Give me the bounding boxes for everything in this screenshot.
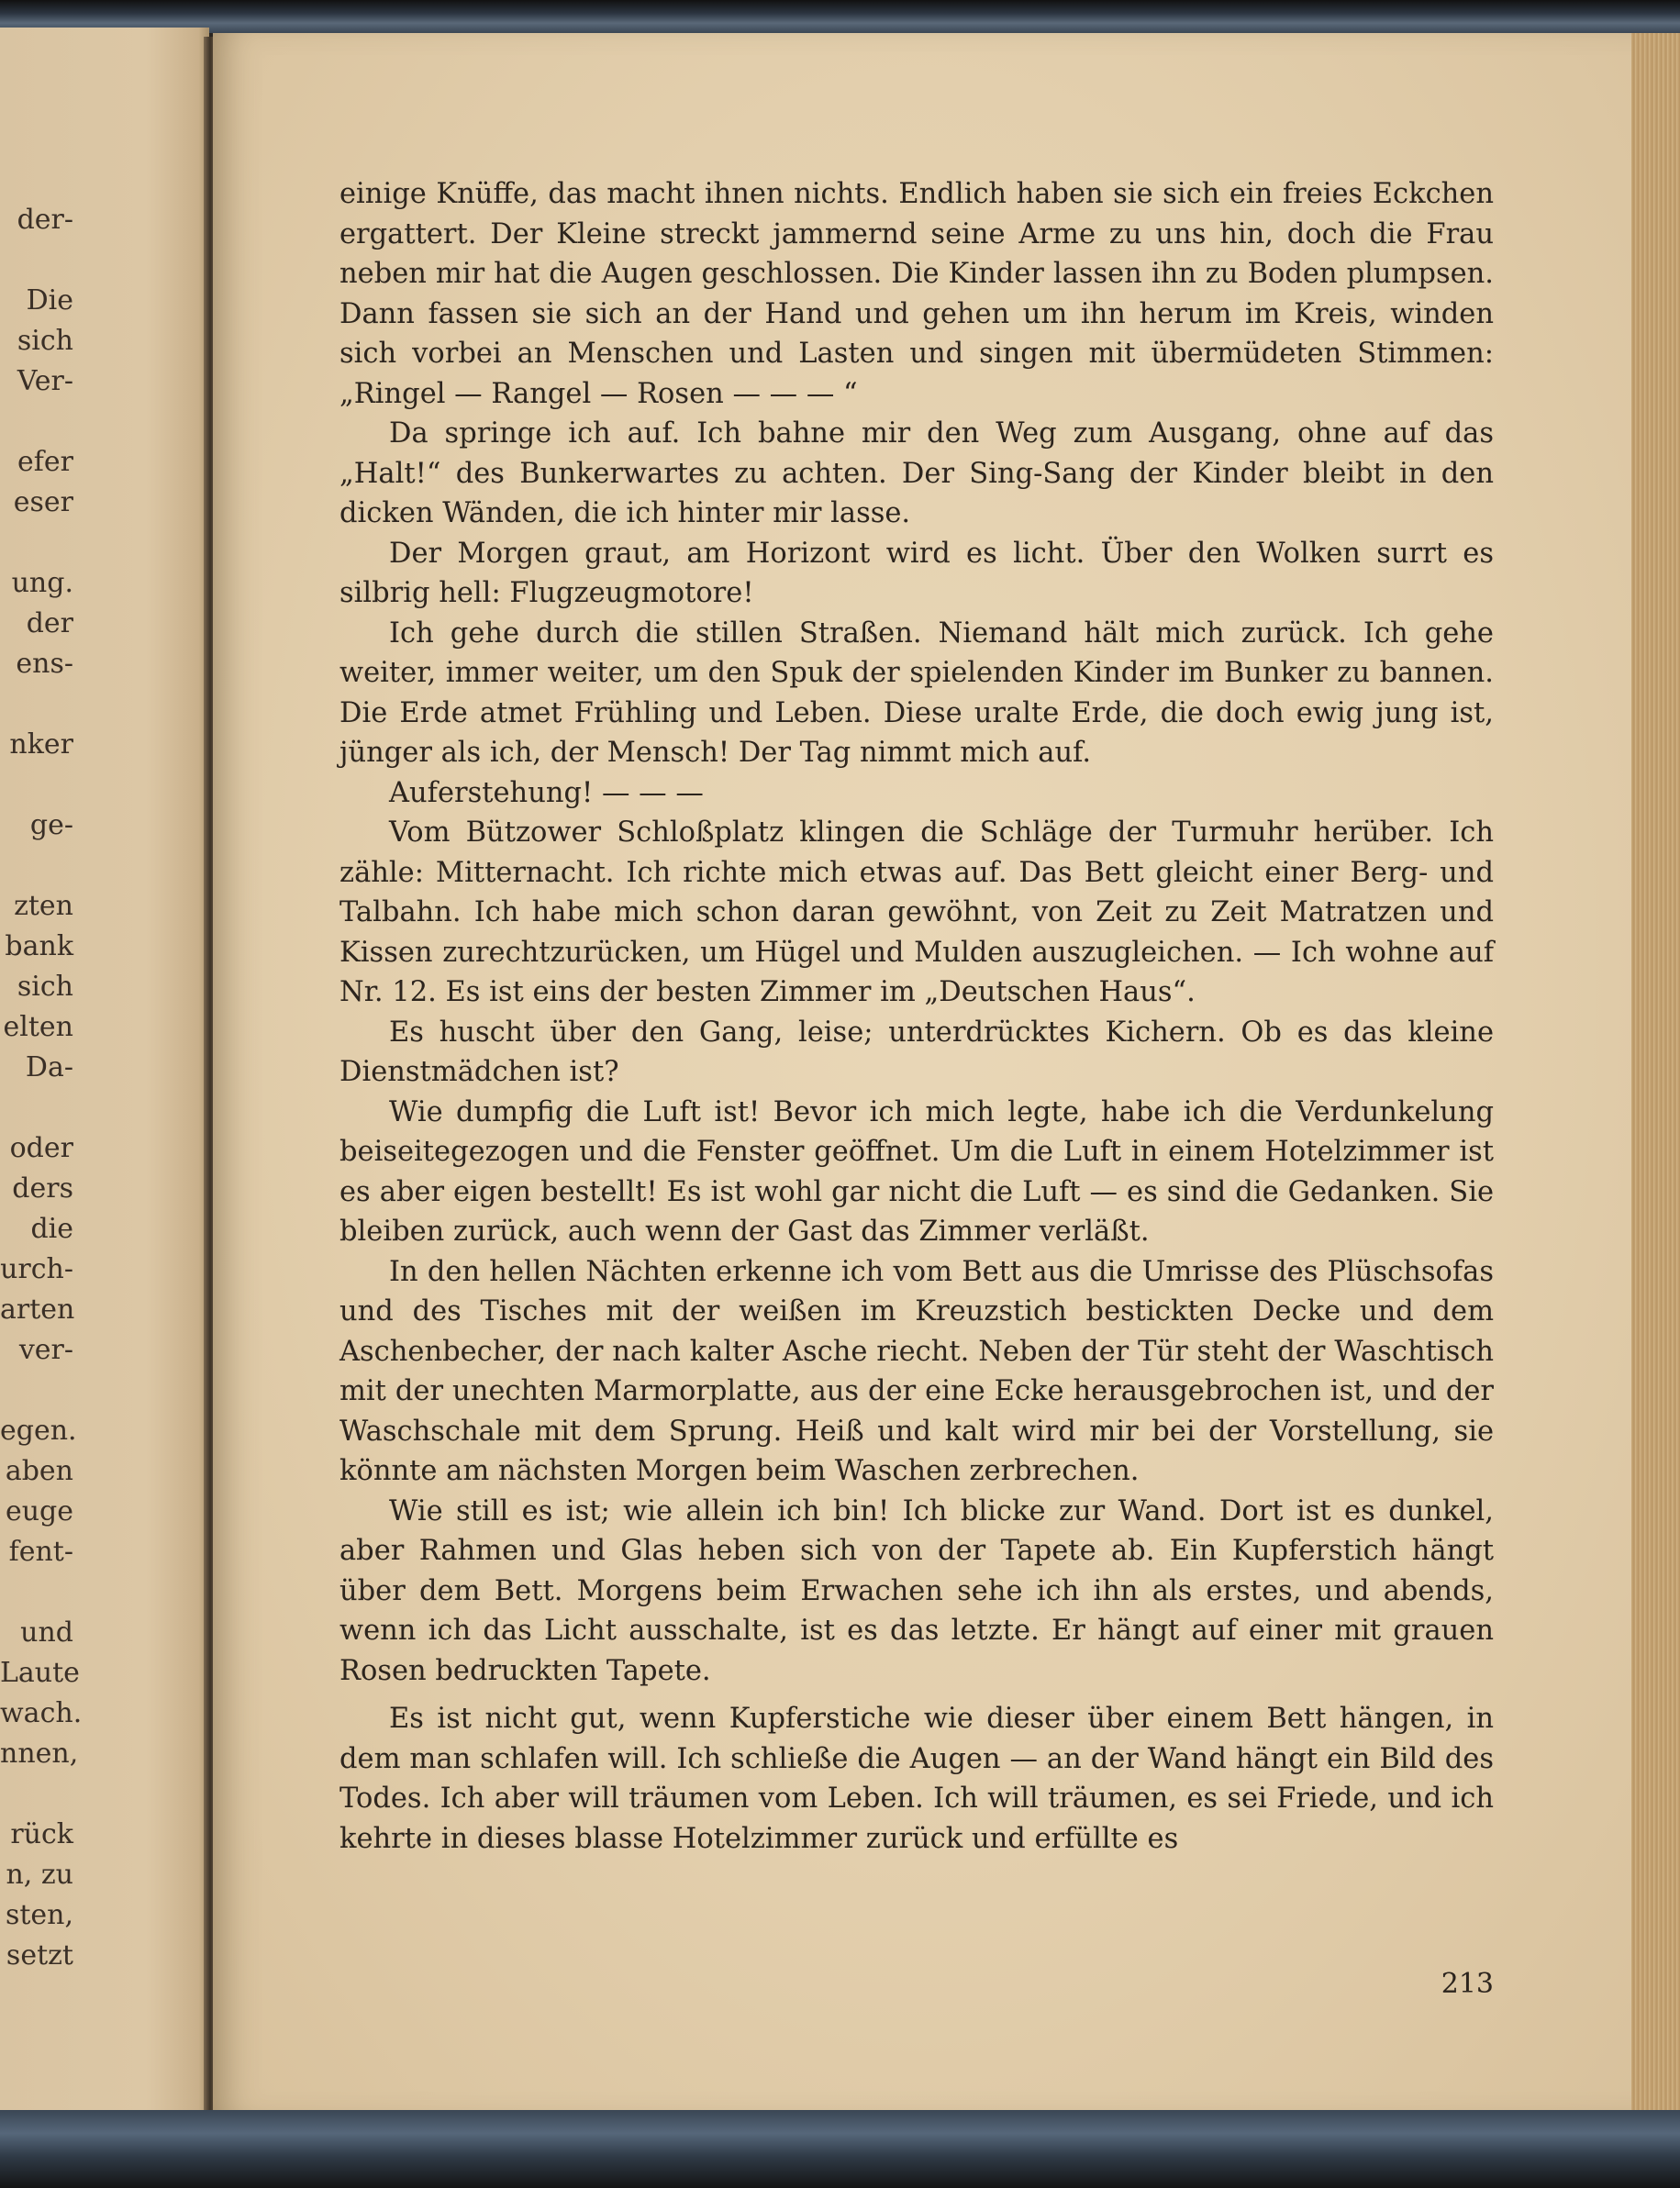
left-page <box>0 28 209 2119</box>
left-page-blank-line <box>0 765 73 805</box>
paragraph: In den hellen Nächten erkenne ich vom Bett aus die Umrisse des Plüschsofas und des Tisches mit der weißen im Kreuzstich bestickten Decke und dem Aschenbecher, der nach kalter Asche riecht. Neben der Tür steht der Waschtisch mit der unechten Marmorplatte, aus der eine Ecke herausgebrochen ist, und der Waschschale mit dem Sprung. Heiß und kalt wird mir bei der Vorstellung, sie könnte am nächsten Morgen beim Waschen zerbrechen. <box>339 1255 1494 1487</box>
left-page-line-fragment: ge- <box>29 809 73 841</box>
left-page-line-fragment: Laute <box>0 1657 80 1689</box>
left-page-blank-line <box>0 523 73 563</box>
left-page-blank-line <box>0 1371 73 1411</box>
left-page-text-column <box>0 200 83 1976</box>
left-page-line-fragment: n, zu <box>6 1859 73 1891</box>
left-page-line-fragment: ung. <box>11 567 73 599</box>
page-number: 213 <box>1441 1968 1494 2000</box>
left-page-line-fragment: sich <box>17 325 73 357</box>
left-page-line-fragment: urch- <box>0 1253 73 1285</box>
left-page-line-fragment: ders <box>12 1172 73 1205</box>
left-page-line-fragment: und <box>20 1616 73 1649</box>
paragraph: Wie dumpfig die Luft ist! Bevor ich mich legte, habe ich die Verdunkelung beiseitegezogen und die Fenster geöffnet. Um die Luft in einem Hotelzimmer ist es aber eigen bestellt! Es ist wohl gar nicht die Luft — es sind die Gedanken. Sie bleiben zurück, auch wenn der Gast das Zimmer verläßt. <box>339 1095 1494 1248</box>
left-page-line-fragment: setzt <box>6 1939 73 1971</box>
left-page-line-fragment: elten <box>3 1011 73 1043</box>
book-top-edge <box>0 0 1680 33</box>
left-page-line-fragment: euge <box>5 1495 73 1527</box>
left-page-line-fragment: Die <box>26 284 73 317</box>
paragraph: Da springe ich auf. Ich bahne mir den Weg zum Ausgang, ohne auf das „Halt!“ des Bunkerwartes zu achten. Der Sing-Sang der Kinder bleibt in den dicken Wänden, die ich hinter mir lasse. <box>339 417 1494 529</box>
left-page-line-fragment: eser <box>13 486 73 518</box>
left-page-line-fragment: ens- <box>16 648 73 680</box>
left-page-line-fragment: der- <box>17 204 73 236</box>
left-page-blank-line <box>0 1088 73 1128</box>
body-text <box>339 174 1494 1859</box>
left-page-line-fragment: die <box>30 1213 73 1245</box>
paragraph: Es huscht über den Gang, leise; unterdrücktes Kichern. Ob es das kleine Dienstmädchen ist? <box>339 1016 1494 1088</box>
paragraph: Der Morgen graut, am Horizont wird es licht. Über den Wolken surrt es silbrig hell: Flugzeugmotore! <box>339 537 1494 609</box>
left-page-line-fragment: rück <box>10 1818 73 1850</box>
paragraph: Vom Bützower Schloßplatz klingen die Schläge der Turmuhr herüber. Ich zähle: Mitternacht. Ich richte mich etwas auf. Das Bett gleicht einer Berg- und Talbahn. Ich habe mich schon daran gewöhnt, von Zeit zu Zeit Matratzen und Kissen zurechtzurücken, um Hügel und Mulden auszugleichen. — Ich wohne auf Nr. 12. Es ist eins der besten Zimmer im „Deutschen Haus“. <box>339 816 1494 1008</box>
left-page-line-fragment: aben <box>5 1455 73 1487</box>
left-page-blank-line <box>0 402 73 442</box>
left-page-line-fragment: bank <box>5 930 73 962</box>
left-page-blank-line <box>0 1774 73 1815</box>
left-page-line-fragment: nker <box>9 728 73 761</box>
left-page-line-fragment: Da- <box>25 1051 73 1083</box>
page-stack-edge <box>1631 33 1680 2114</box>
left-page-line-fragment: sich <box>17 971 73 1003</box>
left-page-line-fragment: Ver- <box>17 365 73 397</box>
left-page-line-fragment: arten <box>0 1294 75 1326</box>
left-page-line-fragment: egen. <box>0 1415 77 1447</box>
paragraph: Es ist nicht gut, wenn Kupferstiche wie dieser über einem Bett hängen, in dem man schlafen will. Ich schließe die Augen — an der Wand hängt ein Bild des Todes. Ich aber will träumen vom Leben. Ich will träumen, es sei Friede, und ich kehrte in dieses blasse Hotelzimmer zurück und erfüllte es <box>339 1703 1494 1855</box>
left-page-line-fragment: efer <box>17 446 73 478</box>
left-page-blank-line <box>0 240 73 281</box>
left-page-blank-line <box>0 1572 73 1613</box>
left-page-line-fragment: der <box>26 607 73 639</box>
left-page-line-fragment: wach. <box>0 1697 83 1729</box>
left-page-line-fragment: fent- <box>8 1536 73 1568</box>
left-page-line-fragment: oder <box>9 1132 73 1164</box>
left-page-blank-line <box>0 684 73 725</box>
left-page-line-fragment: ver- <box>18 1334 73 1366</box>
paragraph: Auferstehung! — — — <box>389 776 704 809</box>
left-page-blank-line <box>0 846 73 886</box>
left-page-line-fragment: sten, <box>5 1899 73 1931</box>
left-page-line-fragment: nnen, <box>0 1738 79 1770</box>
book-bottom-edge <box>0 2110 1680 2188</box>
paragraph: Ich gehe durch die stillen Straßen. Niemand hält mich zurück. Ich gehe weiter, immer weiter, um den Spuk der spielenden Kinder im Bunker zu bannen. Die Erde atmet Frühling und Leben. Diese uralte Erde, die doch ewig jung ist, jünger als ich, der Mensch! Der Tag nimmt mich auf. <box>339 616 1494 769</box>
left-page-line-fragment: zten <box>14 890 73 922</box>
paragraph: einige Knüffe, das macht ihnen nichts. Endlich haben sie sich ein freies Eckchen ergattert. Der Kleine streckt jammernd seine Arme zu uns hin, doch die Frau neben mir hat die Augen geschlossen. Die Kinder lassen ihn zu Boden plumpsen. Dann fassen sie sich an der Hand und gehen um ihn herum im Kreis, winden sich vorbei an Menschen und Lasten und singen mit übermüdeten Stimmen: „Ringel — Rangel — Rosen — — — “ <box>339 178 1494 410</box>
paragraph: Wie still es ist; wie allein ich bin! Ich blicke zur Wand. Dort ist es dunkel, aber Rahmen und Glas heben sich von der Tapete ab. Ein Kupferstich hängt über dem Bett. Morgens beim Erwachen sehe ich ihn als erstes, und abends, wenn ich das Licht ausschalte, ist es das letzte. Er hängt auf einer mit grauen Rosen bedruckten Tapete. <box>339 1494 1494 1687</box>
